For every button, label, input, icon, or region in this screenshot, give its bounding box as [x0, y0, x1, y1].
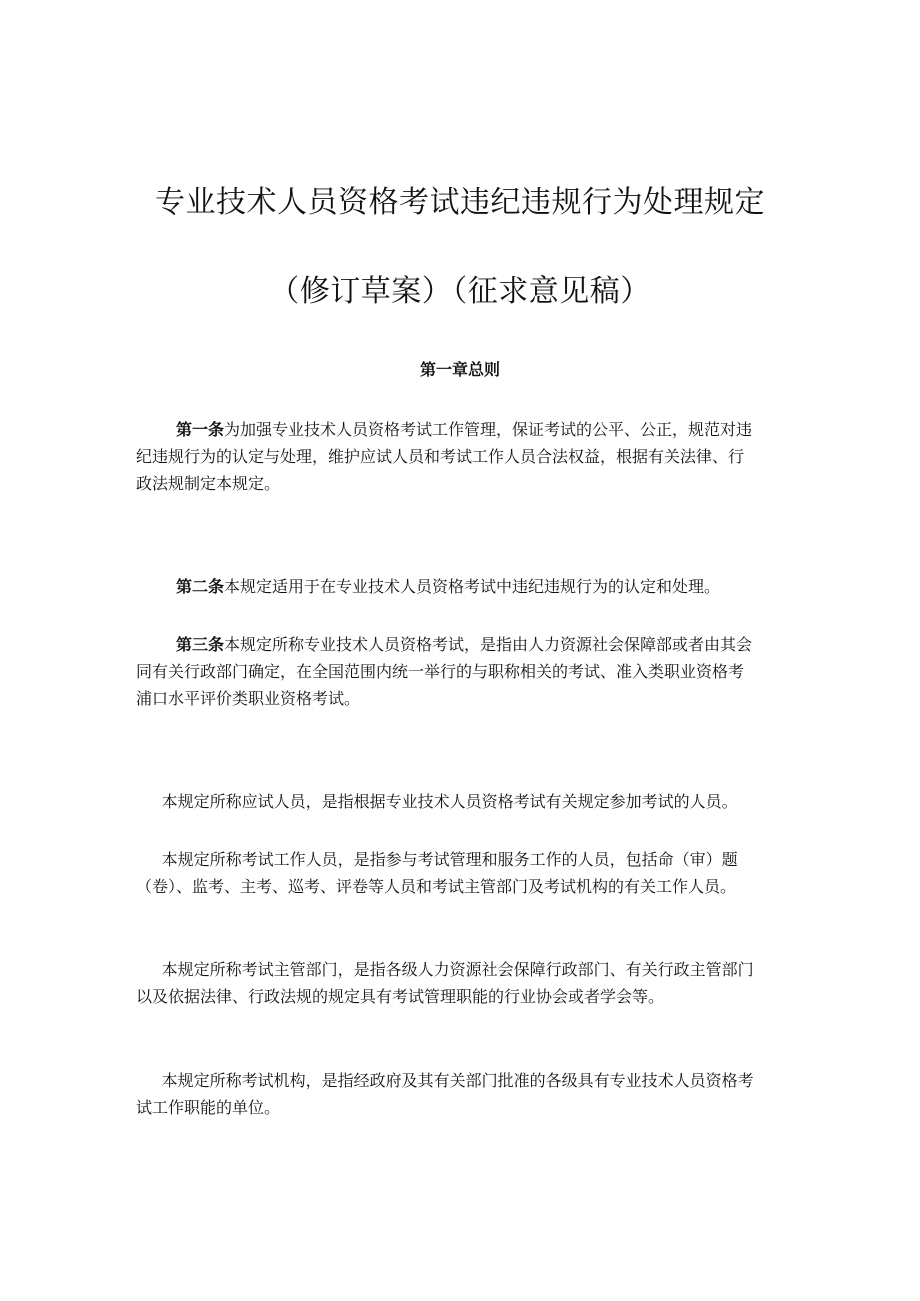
- article-number: 第二条: [176, 577, 225, 596]
- paragraph-line: 政法规制定本规定。: [136, 474, 281, 493]
- definition-candidates-paragraph: [136, 788, 786, 815]
- paragraph-line: 本规定所称应试人员，是指根据专业技术人员资格考试有关规定参加考试的人员。: [161, 792, 738, 811]
- paragraph-line: 本规定所称考试工作人员，是指参与考试管理和服务工作的人员，包括命（审）题: [161, 850, 738, 869]
- paragraph-line: （卷）、监考、主考、巡考、评卷等人员和考试主管部门及考试机构的有关工作人员。: [136, 877, 737, 896]
- paragraph-line: 本规定所称考试机构，是指经政府及其有关部门批准的各级具有专业技术人员资格考: [161, 1071, 754, 1090]
- paragraph-line: 浦口水平评价类职业资格考试。: [136, 689, 361, 708]
- document-title: 专业技术人员资格考试违纪违规行为处理规定: [155, 185, 765, 220]
- document-subtitle: （修订草案）（征求意见稿）: [269, 274, 651, 309]
- chapter-heading: 第一章总则: [419, 360, 500, 379]
- definition-institution-paragraph: [136, 1067, 786, 1121]
- paragraph-line: 第三条本规定所称专业技术人员资格考试，是指由人力资源社会保障部或者由其会: [176, 635, 753, 654]
- paragraph-line: 同有关行政部门确定，在全国范围内统一举行的与职称相关的考试、准入类职业资格考: [136, 662, 745, 681]
- paragraph-line: 纪违规行为的认定与处理，维护应试人员和考试工作人员合法权益，根据有关法律、行: [136, 447, 745, 466]
- paragraph-line: 第二条本规定适用于在专业技术人员资格考试中违纪违规行为的认定和处理。: [176, 577, 721, 596]
- article-number: 第一条: [176, 420, 225, 439]
- article-number: 第三条: [176, 635, 225, 654]
- paragraph-line: 第一条为加强专业技术人员资格考试工作管理，保证考试的公平、公正，规范对违: [176, 420, 753, 439]
- article-2-paragraph: [136, 573, 786, 600]
- definition-staff-paragraph: [136, 846, 786, 900]
- paragraph-line: 本规定所称考试主管部门，是指各级人力资源社会保障行政部门、有关行政主管部门: [161, 960, 754, 979]
- article-1-paragraph: [136, 416, 786, 497]
- definition-authority-paragraph: [136, 956, 786, 1010]
- paragraph-line: 以及依据法律、行政法规的规定具有考试管理职能的行业协会或者学会等。: [136, 987, 665, 1006]
- paragraph-line: 试工作职能的单位。: [136, 1098, 281, 1117]
- article-3-paragraph: [136, 631, 786, 712]
